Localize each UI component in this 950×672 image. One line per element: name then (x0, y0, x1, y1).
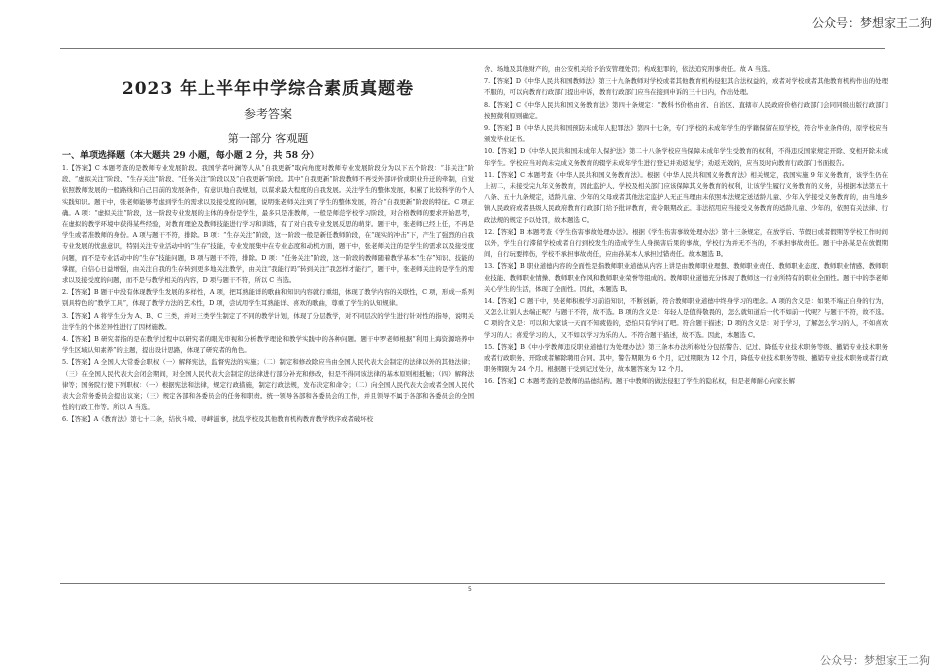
watermark-top: 公众号：梦想家王二狗 (811, 16, 932, 30)
answer-paragraph: 4.【答案】B 研究者指的是在教学过程中以研究者的眼光审视和分析教学理论和教学实践中的各种问题。题干中罗老师根据“利用上海资源培养中学生区域认知素养”的主题，提出设计思路，体现了研究者的角色。 (62, 335, 474, 355)
section-heading: 一、单项选择题（本大题共 29 小题，每小题 2 分，共 58 分） (62, 151, 320, 161)
left-column (62, 60, 474, 582)
answer-paragraph: 10.【答案】D《中华人民共和国未成年人保护法》第二十八条学校应当保障未成年学生受教育的权利，不得违反国家规定开除、变相开除未成年学生。学校应当对尚未完成义务教育的辍学未成年学生进行登记并劝返复学；劝返无效的，应当及时向教育行政部门书面报告。 (484, 147, 888, 167)
right-column (484, 64, 888, 582)
header-rule (60, 48, 885, 49)
answer-paragraph: 11.【答案】C 本题考查《中华人民共和国义务教育法》。根据《中华人民共和国义务教育法》相关规定，我国实施 9 年义务教育，该学生仍在上初二，未接受完九年义务教育，因此监护人、学校及相关部门应该保障其义务教育的权利，让该学生履行义务教育的义务，另根据本法第五十八条、五十九条规定，适龄儿童、少年的父母或者其他法定监护人无正当理由未依照本法规定送适龄儿童、少年入学接受义务教育的，由当地乡镇人民政府或者县级人民政府教育行政部门给予批评教育，责令限期改正。非法招用应当接受义务教育的适龄儿童、少年的，依照有关法律、行政法规的规定予以处罚，故本题选 C。 (484, 170, 888, 224)
page-number: 5 (468, 586, 472, 593)
part-heading: 第一部分 客观题 (227, 132, 309, 145)
answer-paragraph: 2.【答案】B 题干中没有体现教学生发展的多样性，A 项，把耳熟能详的歌曲和知识内容就行重组，体现了教学内容的关联性，C 项，形成一系列别具特色的“教学工具”，体现了教学方法的艺术性，D 项，尝试用学生耳熟能详、喜欢的歌曲，尊重了学生的认知规律。 (62, 288, 474, 308)
answer-paragraph: 舍、场地及其他财产的，由公安机关给予治安管理处罚；构成犯罪的，依法追究刑事责任。故 A 当选。 (484, 65, 774, 73)
answer-paragraph: 7.【答案】D《中华人民共和国教师法》第三十九条教师对学校或者其他教育机构侵犯其合法权益的，或者对学校或者其他教育机构作出的处理不服的，可以向教育行政部门提出申诉，教育行政部门应当在接到申诉的三十日内，作出处理。 (484, 77, 888, 97)
answer-paragraph: 6.【答案】A《教育法》第七十二条，结伙斗殴、寻衅滋事，扰乱学校及其他教育机构教育教学秩序或者破坏校 (62, 415, 374, 424)
answer-paragraph: 16.【答案】C 本题考查的是教师的品德结构。题干中教师的做法侵犯了学生的隐私权，但是老师耐心向家长解 (484, 377, 796, 386)
footer-rule (60, 583, 885, 584)
answer-paragraph: 5.【答案】A 全国人大常委会职权（一）解释宪法，监督宪法的实施；（二）制定和修改除应当由全国人民代表大会制定的法律以外的其他法律；（三）在全国人民代表大会闭会期间，对全国人民代表大会制定的法律进行部分补充和修改，但是不得同该法律的基本原则相抵触；（四）解释法律等；国务院行使下列职权：（一）根据宪法和法律，规定行政措施，制定行政法规，发布决定和命令；（二）向全国人民代表大会或者全国人民代表大会常务委员会提出议案；（三）规定各部和各委员会的任务和职责。统一领导各部和各委员会的工作，并且领导不属于各部和各委员会的全国性的行政工作等。所以 A 当选。 (62, 358, 474, 412)
watermark-bottom: 公众号：梦想家王二狗 (820, 654, 930, 667)
page-subtitle: 参考答案 (243, 107, 292, 121)
answer-paragraph: 9.【答案】B《中华人民共和国预防未成年人犯罪法》第四十七条，专门学校的未成年学生的学籍保留在原学校，符合毕业条件的，原学校应当颁发毕业证书。 (484, 124, 888, 144)
answer-paragraph: 1.【答案】C 本题考查的是教师专业发展阶段。我国学者叶澜等人从“自我更新”取向角度对教师专业发展阶段分为以下五个阶段：“非关注”阶段、“虚拟关注”阶段、“生存关注”阶段、“任务关注”阶段以及“自我更新”阶段。其中“自我更新”阶段教师不再受外部评价或职业升迁的牵制，自觉依照教师发展的一般路线和自己目前的发展条件，有意识地自我规划，以谋求最大程度的自我发展。关注学生的整体发展，积累了比较科学的个人实践知识。题干中，张老师能够考虑到学生的需求以及接受度的问题，说明张老师关注到了学生的整体发展，符合“自我更新”阶段的特征。C 项正确。A 项：“虚拟关注”阶段，这一阶段专业发展的主体的身份是学生，最多只是准教师，一般是师范学校学习阶段，对合格教师的要求开始思考，在虚拟的教学环境中获得某些经验，对教育理论及教师技能进行学习和训练，有了对自我专业发展反思的萌芽。题干中，张老师已经上任，不再是学生或者准教师的身份。A 项与题干不符，排除。B 项：“生存关注”阶段，这一阶段一般是新任教师阶段，在“现实的冲击”下，产生了强烈的自我专业发展的忧患意识，特别关注专业活动中的“生存”技能，专业发展集中在专业态度和动机方面，题干中，张老师关注的是学生的需求以及接受度问题，而不是专业活动中的“生存”技能问题，B 项与题干不符，排除。D 项：“任务关注”阶段，这一阶段的教师随着教学基本“生存”知识、技能的掌握，自信心日益增强，由关注自我的生存转到更多地关注教学，由关注“我能行吗”转到关注“我怎样才能行”，题干中，张老师关注的是学生的需求以及接受度的问题，而不是与教学相关的内容，D 项与题干不符，所以 C 当选。 (62, 164, 474, 285)
answer-paragraph: 13.【答案】B 职业道德内容的全面性是指教师职业道德从内容上讲是由教师职业理想、教师职业责任、教师职业态度、教师职业情感、教师职业技能、教师职业情操、教师职业作风和教师职业荣誉等组成的。教师职业道德充分体现了教师这一行业所特有的职业全面性。题干中的李老师关心学生的生活，体现了全面性。因此，本题选 B。 (484, 262, 888, 293)
answer-paragraph: 8.【答案】C《中华人民共和国义务教育法》第四十条规定：“教科书价格由省、自治区、直辖市人民政府价格行政部门会同同级出版行政部门按照微利原则确定。 (484, 100, 888, 120)
answer-paragraph: 15.【答案】B《中小学教师违反职业道德行为处理办法》第三条本办法所称处分包括警告、记过、降低专业技术职务等级、撤销专业技术职务或者行政职务、开除或者解除聘用合同。其中，警告期限为 6 个月，记过期限为 12 个月，降低专业技术职务等级、撤销专业技术职务或者行政职务期限为 24 个月。根据题干受到记过处分，故本题答案为 12 个月。 (484, 342, 888, 374)
page-title: 2023 年上半年中学综合素质真题卷 (121, 79, 415, 99)
answer-paragraph: 12.【答案】B 本题考查《学生伤害事故处理办法》。根据《学生伤害事故处理办法》第十三条规定，在放学后、节假日或者假期等学校工作时间以外，学生自行滞留学校或者自行到校发生的造成学生人身损害后果的事故，学校行为并无不当的，不承担事故责任。题干中孙某是在放假期间，自行玩要摔伤，学校不承担事故责任，应由孙某本人承担过错责任。故本题选 B。 (484, 227, 888, 259)
answer-paragraph: 14.【答案】C 题干中，吴老师积极学习前沿知识，不断创新，符合教师职业道德中终身学习的理念。A 项的含义是：如果不端正自身的行为，又怎么让别人去端正呢？与题干不符，故不选。B 项的含义是：年轻人是值得敬畏的，怎么就知道后一代不如前一代呢？与题干不符，故不选。C 项的含义是：可以和大家谈一天而不知疲倦的，恐怕只有学问了吧。符合题干描述；D 项的含义是：对于学习，了解怎么学习的人，不如喜欢学习的人；喜爱学习的人，又不如以学习为乐的人。不符合题干描述，故不选。因此，本题选 C。 (484, 297, 888, 339)
answer-paragraph: 3.【答案】A 将学生分为 A、B、C 三类，并对三类学生制定了不同的教学计划，体现了分层教学，对不同层次的学生进行针对性的指导，说明关注学生的个体差异性进行了因材施教。 (62, 311, 474, 331)
